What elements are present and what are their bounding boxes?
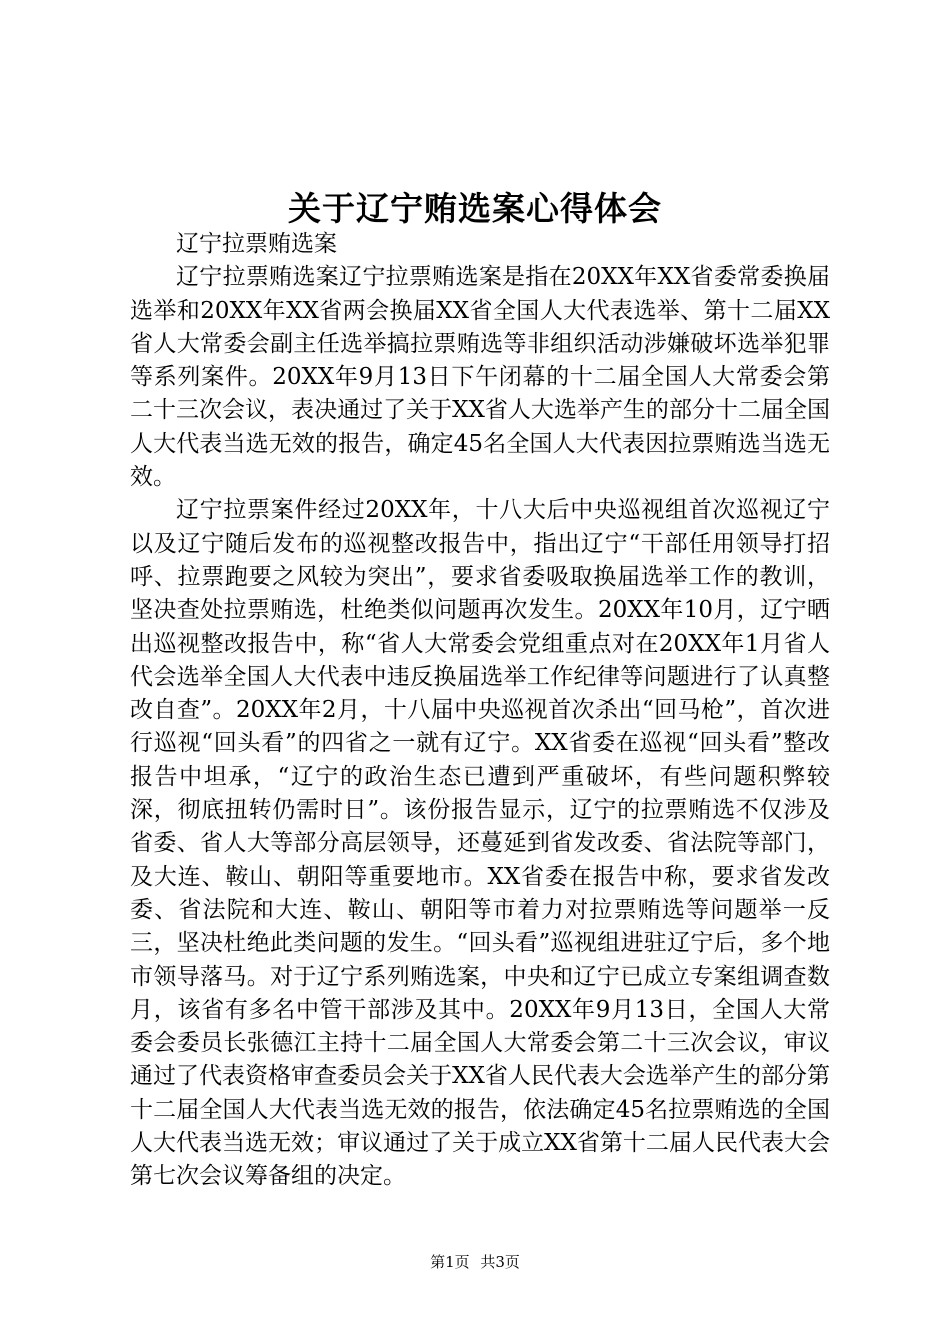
subheading: 辽宁拉票贿选案	[176, 231, 337, 257]
document-body	[130, 228, 830, 1194]
paragraph-2: 辽宁拉票案件经过20XX年，十八大后中央巡视组首次巡视辽宁以及辽宁随后发布的巡视整改报告中，指出辽宁“干部任用领导打招呼、拉票跑要之风较为突出”，要求省委吸取换届选举工作的教训，坚决查处拉票贿选，杜绝类似问题再次发生。20XX年10月，辽宁晒出巡视整改报告中，称“省人大常委会党组重点对在20XX年1月省人代会选举全国人大代表中违反换届选举工作纪律等问题进行了认真整改自查”。20XX年2月，十八届中央巡视首次杀出“回马枪”，首次进行巡视“回头看”的四省之一就有辽宁。XX省委在巡视“回头看”整改报告中坦承，“辽宁的政治生态已遭到严重破坏，有些问题积弊较深，彻底扭转仍需时日”。该份报告显示，辽宁的拉票贿选不仅涉及省委、省人大等部分高层领导，还蔓延到省发改委、省法院等部门，及大连、鞍山、朝阳等重要地市。XX省委在报告中称，要求省发改委、省法院和大连、鞍山、朝阳等市着力对拉票贿选等问题举一反三，坚决杜绝此类问题的发生。“回头看”巡视组进驻辽宁后，多个地市领导落马。对于辽宁系列贿选案，中央和辽宁已成立专案组调查数月，该省有多名中管干部涉及其中。20XX年9月13日，全国人大常委会委员长张德江主持十二届全国人大常委会第二十三次会议，审议通过了代表资格审查委员会关于XX省人民代表大会选举产生的部分第十二届全国人大代表当选无效的报告，依法确定45名拉票贿选的全国人大代表当选无效；审议通过了关于成立XX省第十二届人民代表大会第七次会议筹备组的决定。	[130, 497, 830, 1190]
page-title: 关于辽宁贿选案心得体会	[288, 189, 662, 228]
page-number: 第1页	[430, 1253, 470, 1271]
page-total: 共3页	[480, 1253, 520, 1271]
page-footer	[0, 1250, 950, 1274]
paragraph-1: 辽宁拉票贿选案辽宁拉票贿选案是指在20XX年XX省委常委换届选举和20XX年XX省两会换届XX省全国人大代表选举、第十二届XX省人大常委会副主任选举搞拉票贿选等非组织活动涉嫌破坏选举犯罪等系列案件。20XX年9月13日下午闭幕的十二届全国人大常委会第二十三次会议，表决通过了关于XX省人大选举产生的部分十二届全国人大代表当选无效的报告，确定45名全国人大代表因拉票贿选当选无效。	[130, 264, 830, 491]
